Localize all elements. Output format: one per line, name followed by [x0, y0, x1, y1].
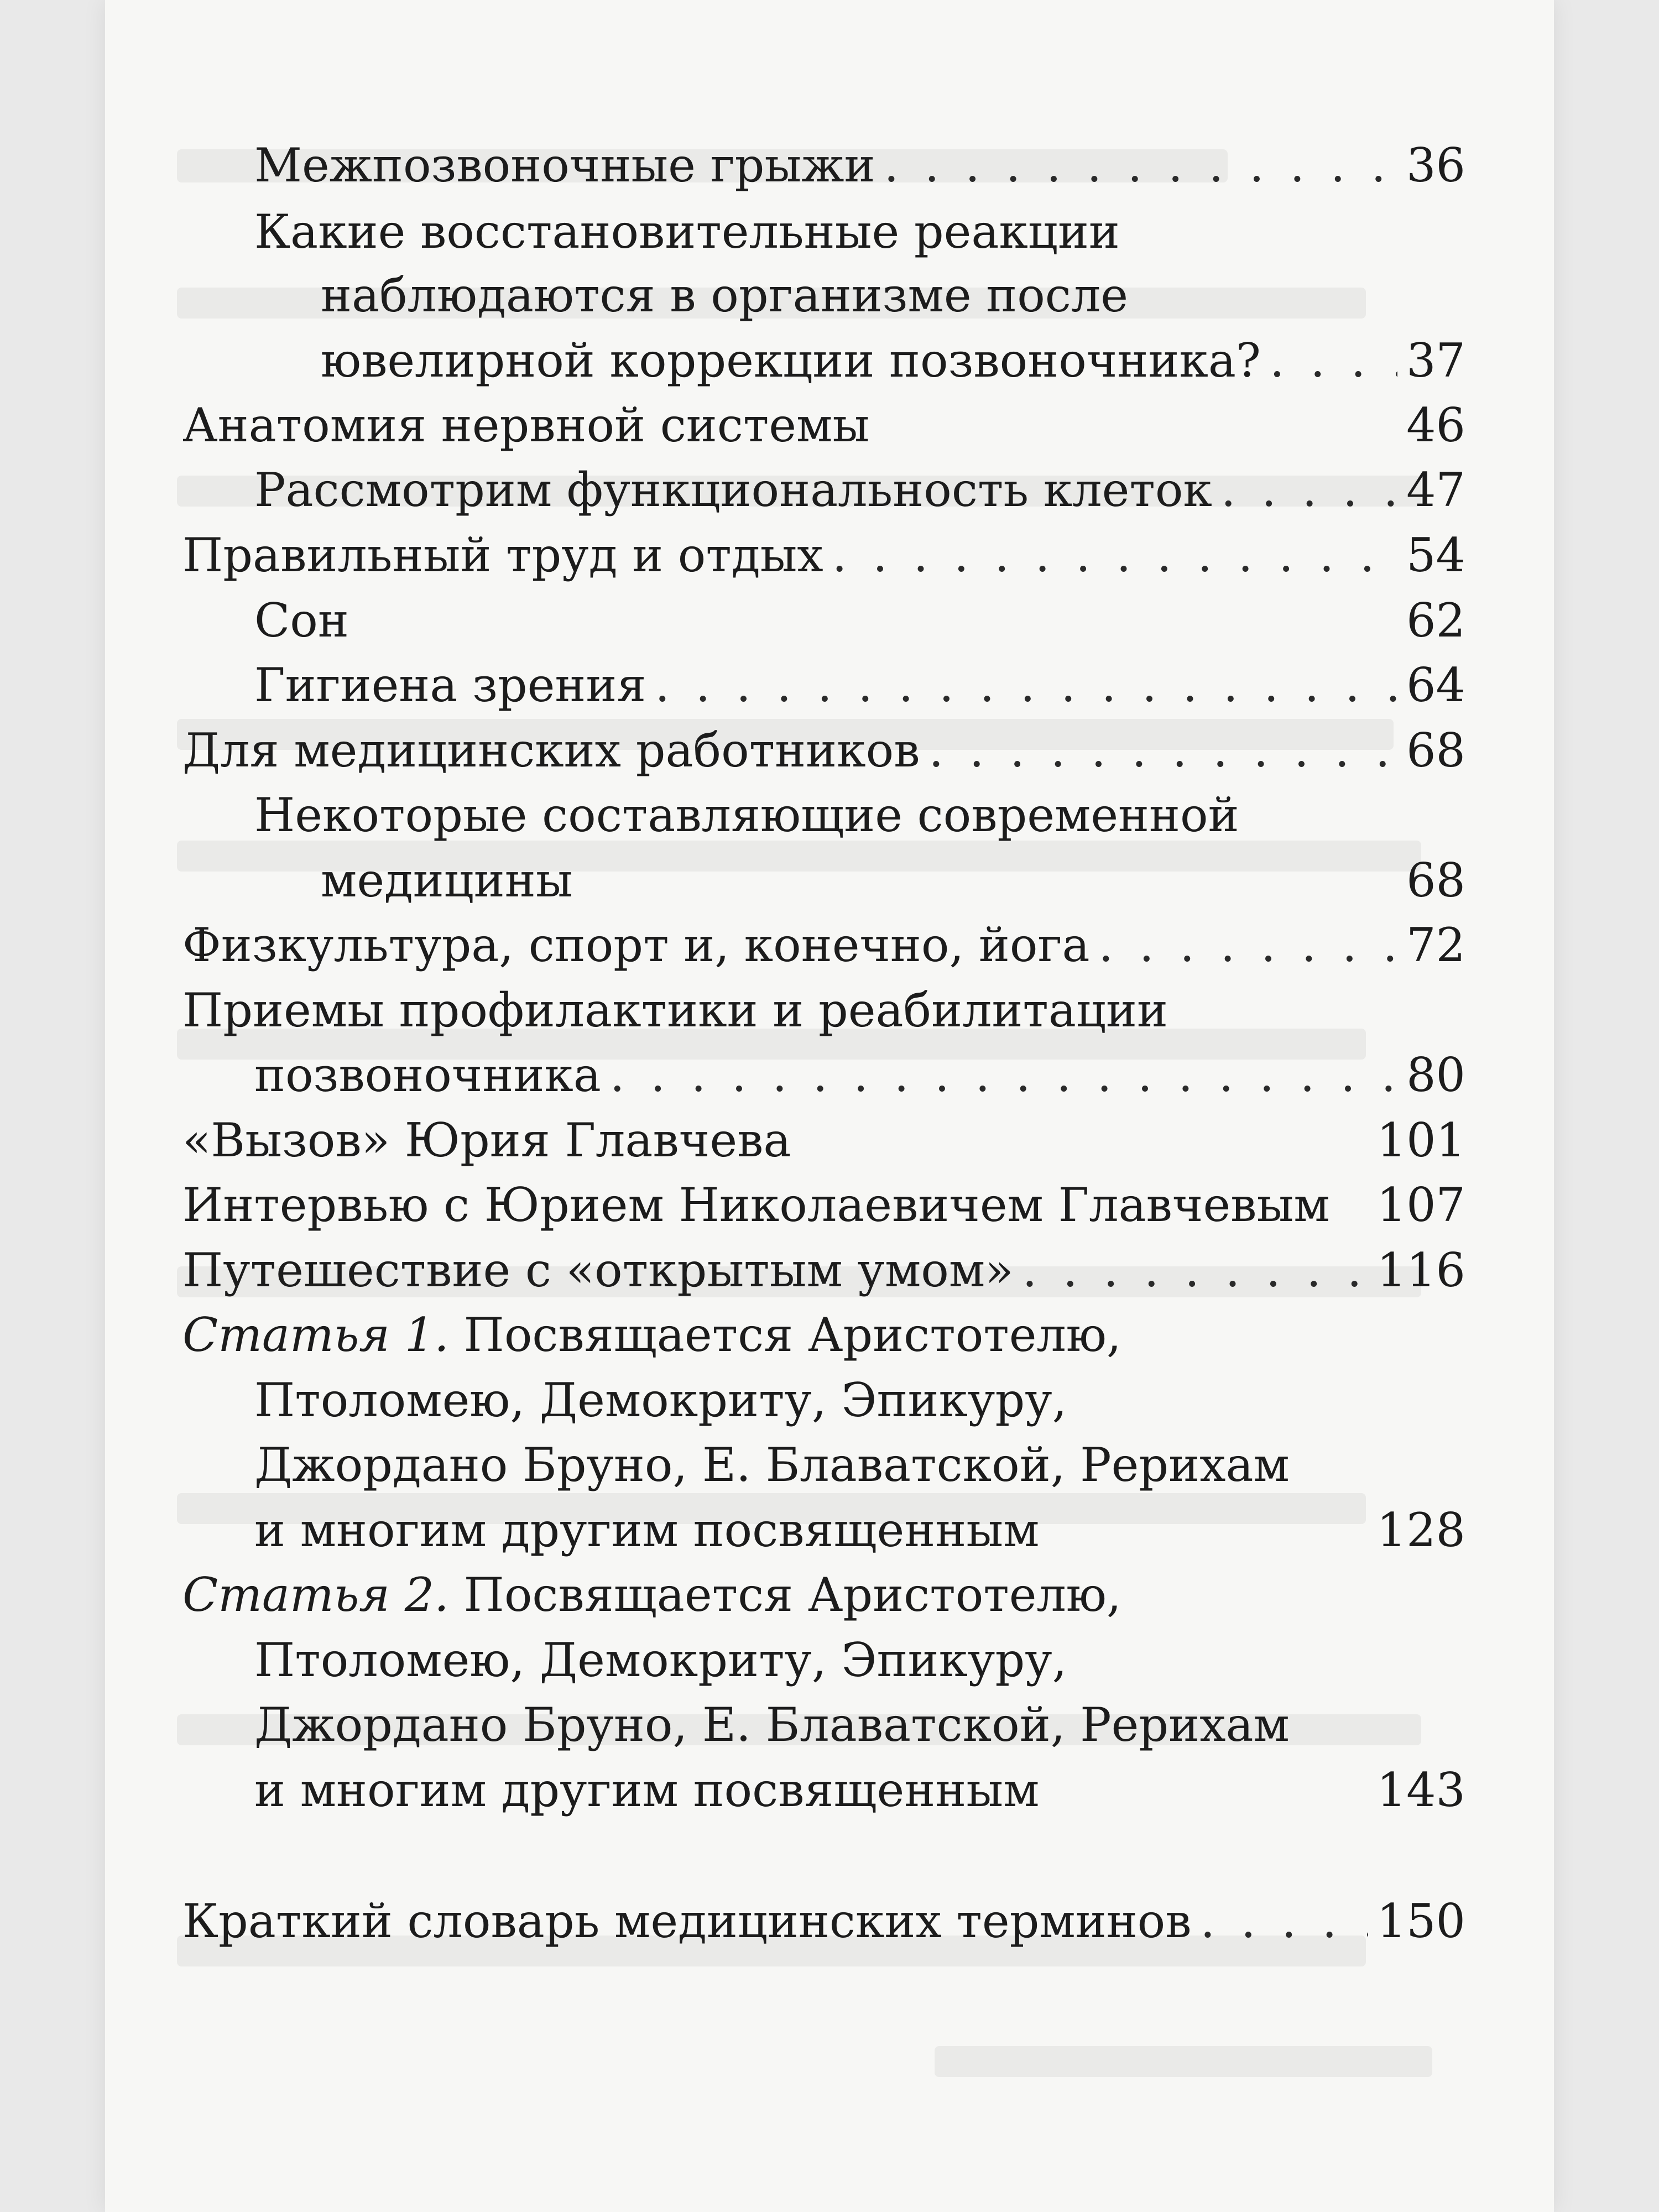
- toc-entry-italic-prefix: Статья 1.: [182, 1308, 449, 1362]
- toc-entry-title: Джордано Бруно, Е. Блаватской, Рерихам: [254, 1698, 1290, 1752]
- toc-entry-title: Физкультура, спорт и, конечно, йога: [182, 918, 1090, 972]
- toc-entry-title: Краткий словарь медицинских терминов: [182, 1894, 1192, 1948]
- toc-page-number: 68: [1406, 723, 1465, 778]
- toc-entry-title: Для медицинских работников: [182, 723, 920, 778]
- toc-page-number: 54: [1406, 528, 1465, 582]
- toc-page-number: 62: [1406, 593, 1465, 648]
- toc-entry-title: медицины: [321, 853, 573, 907]
- toc-entry-title: [182, 1308, 1121, 1362]
- toc-entry-title: Некоторые составляющие современной: [254, 788, 1239, 842]
- toc-entry: [254, 644, 1465, 712]
- toc-entry-title: Птоломею, Демокриту, Эпикуру,: [254, 1373, 1067, 1427]
- toc-page-number: 107: [1376, 1178, 1465, 1232]
- toc-page-number: 116: [1376, 1243, 1465, 1297]
- toc-entry-title: Рассмотрим функциональность клеток: [254, 463, 1212, 517]
- toc-leader-dots: [610, 1052, 1397, 1098]
- toc-entry: [254, 1489, 1465, 1557]
- toc-entry: [182, 514, 1465, 582]
- toc-entry-title: Гигиена зрения: [254, 658, 646, 712]
- toc-leader-dots: [1270, 337, 1397, 384]
- toc-leader-dots: [929, 727, 1398, 774]
- toc-entry-title: Джордано Бруно, Е. Блаватской, Рерихам: [254, 1438, 1290, 1492]
- toc-entry-italic-prefix: Статья 2.: [182, 1568, 449, 1622]
- toc-page-number: 80: [1406, 1048, 1465, 1102]
- toc-entry-title: Сон: [254, 593, 349, 648]
- toc-entry: [254, 191, 1465, 259]
- toc-entry-title: Анатомия нервной системы: [182, 398, 870, 452]
- toc-entry: [254, 580, 1465, 648]
- toc-page-number: 68: [1406, 853, 1465, 907]
- toc-leader-dots: [655, 662, 1397, 708]
- toc-entry-title-rest: Посвящается Аристотелю,: [448, 1308, 1121, 1362]
- toc-entry: [182, 1880, 1465, 1948]
- toc-entry-title: позвоночника: [254, 1048, 601, 1102]
- toc-entry-title: Интервью с Юрием Николаевичем Главчевым: [182, 1178, 1330, 1232]
- toc-page-number: 46: [1406, 398, 1465, 452]
- toc-entry-title: ювелирной коррекции позвоночника?: [321, 333, 1261, 388]
- table-of-contents: [105, 0, 1554, 2212]
- book-page: [105, 0, 1554, 2212]
- toc-page-number: 128: [1376, 1503, 1465, 1557]
- toc-entry: [254, 1749, 1465, 1817]
- toc-entry-title: Какие восстановительные реакции: [254, 205, 1120, 259]
- toc-entry: [182, 969, 1465, 1037]
- toc-leader-dots: [832, 532, 1397, 578]
- toc-entry-title: Приемы профилактики и реабилитации: [182, 983, 1168, 1037]
- toc-page-number: 36: [1406, 138, 1465, 192]
- toc-leader-dots: [1022, 1247, 1368, 1293]
- toc-entry: [254, 1359, 1465, 1427]
- toc-entry: [182, 1099, 1465, 1167]
- toc-page-number: 143: [1376, 1763, 1465, 1817]
- toc-entry: [254, 1684, 1465, 1752]
- toc-entry: [182, 384, 1465, 452]
- toc-page-number: 150: [1376, 1894, 1465, 1948]
- toc-entry: [182, 709, 1465, 778]
- toc-entry: [321, 320, 1465, 388]
- toc-entry: [321, 254, 1465, 322]
- toc-entry-title: Птоломею, Демокриту, Эпикуру,: [254, 1633, 1067, 1687]
- toc-entry: [182, 904, 1465, 972]
- toc-leader-dots: [884, 142, 1397, 189]
- toc-entry: [254, 774, 1465, 842]
- toc-entry: [182, 1554, 1465, 1622]
- toc-entry: [321, 839, 1465, 907]
- toc-entry-title: Правильный труд и отдых: [182, 528, 823, 582]
- toc-entry-title: и многим другим посвященным: [254, 1763, 1040, 1817]
- toc-page-number: 64: [1406, 658, 1465, 712]
- toc-entry-title: и многим другим посвященным: [254, 1503, 1040, 1557]
- toc-leader-dots: [1201, 1898, 1368, 1944]
- toc-page-number: 37: [1406, 333, 1465, 388]
- toc-page-number: 72: [1406, 918, 1465, 972]
- toc-entry-title: Межпозвоночные грыжи: [254, 138, 875, 192]
- toc-leader-dots: [1099, 922, 1398, 968]
- toc-entry: [254, 124, 1465, 192]
- toc-entry-title-rest: Посвящается Аристотелю,: [448, 1568, 1121, 1622]
- toc-entry: [254, 1034, 1465, 1102]
- toc-entry-title: «Вызов» Юрия Главчева: [182, 1113, 791, 1167]
- toc-entry: [182, 1294, 1465, 1362]
- toc-entry: [182, 1164, 1465, 1232]
- toc-entry: [182, 1229, 1465, 1297]
- toc-leader-dots: [1221, 467, 1397, 513]
- toc-page-number: 47: [1406, 463, 1465, 517]
- toc-entry-title: Путешествие с «открытым умом»: [182, 1243, 1014, 1297]
- toc-entry-title: [182, 1568, 1121, 1622]
- toc-page-number: 101: [1376, 1113, 1465, 1167]
- toc-entry: [254, 449, 1465, 517]
- toc-entry-title: наблюдаются в организме после: [321, 268, 1128, 322]
- toc-entry: [254, 1424, 1465, 1492]
- toc-entry: [254, 1619, 1465, 1687]
